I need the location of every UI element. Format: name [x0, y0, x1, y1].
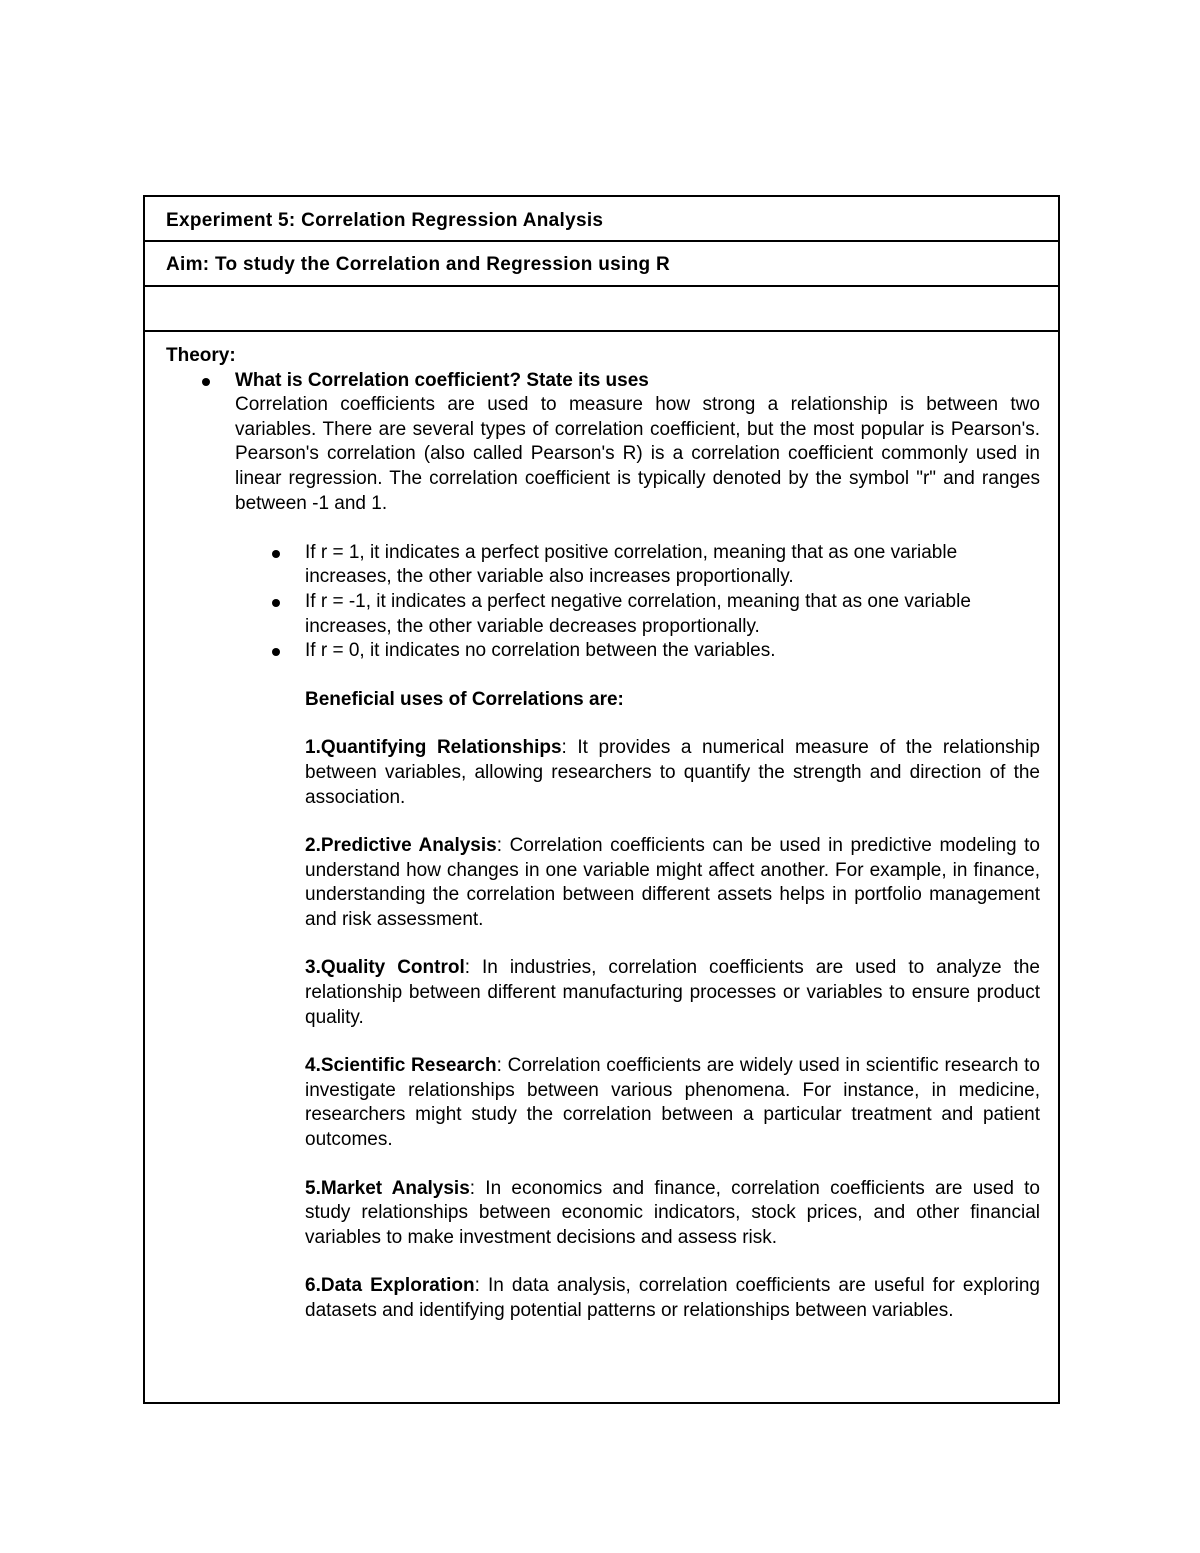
use-text: : In industries, correlation coefficients are used to analyze the relationship between different manufacturing processes or variables to ensure product quality. [305, 957, 1040, 1028]
use-text: : It provides a numerical measure of the relationship between variables, allowing researchers to quantify the strength and direction of the association. [305, 737, 1041, 808]
r-case-text: If r = -1, it indicates a perfect negative correlation, meaning that as one variable increases, the other variable decreases proportionally. [305, 590, 971, 637]
list-item [305, 639, 1040, 664]
use-text: : Correlation coefficients are widely used in scientific research to investigate relationships between various phenomena. For instance, in medicine, researchers might study the correlation between a particular treatment and patient outcomes. [305, 1055, 1040, 1151]
use-term: 6.Data Exploration [305, 1275, 475, 1297]
uses-block [305, 688, 1040, 1324]
use-term: 2.Predictive Analysis [305, 835, 497, 857]
use-text: : In economics and finance, correlation coefficients are used to study relationships between economic indicators, stock prices, and other financial variables to make investment decisions and assess risk. [305, 1177, 1040, 1248]
use-term: 4.Scientific Research [305, 1055, 497, 1077]
question-paragraph: Correlation coefficients are used to measure how strong a relationship is between two variables. There are several types of correlation coefficient, but the most popular is Pearson's. Pearson's correlation (also called Pearson's R) is a correlation coefficient commonly used in linear regression. The correlation coefficient is typically denoted by the symbol "r" and ranges between -1 and 1. [235, 394, 1040, 514]
r-case-text: If r = 0, it indicates no correlation between the variables. [305, 640, 776, 662]
experiment-table [143, 195, 1060, 1404]
use-item [305, 956, 1040, 1030]
use-item [305, 736, 1040, 810]
use-item [305, 1054, 1040, 1152]
list-item [305, 541, 1040, 590]
use-item [305, 1274, 1040, 1323]
r-case-text: If r = 1, it indicates a perfect positive correlation, meaning that as one variable increases, the other variable also increases proportionally. [305, 541, 958, 588]
empty-row [145, 287, 1058, 332]
r-cases-list [305, 541, 1040, 664]
theory-section [145, 332, 1058, 1324]
bullet-icon [272, 550, 280, 558]
experiment-title: Experiment 5: Correlation Regression Analysis [145, 197, 1058, 242]
use-item [305, 834, 1040, 932]
use-text: : Correlation coefficients can be used in predictive modeling to understand how changes in one variable might affect another. For example, in finance, understanding the correlation between different assets helps in portfolio management and risk assessment. [305, 835, 1040, 930]
bullet-icon [272, 599, 280, 607]
use-term: 1.Quantifying Relationships [305, 737, 562, 759]
bullet-icon [272, 648, 280, 656]
use-item [305, 1177, 1040, 1251]
use-term: 5.Market Analysis [305, 1177, 470, 1199]
question-heading: What is Correlation coefficient? State its uses [235, 369, 649, 391]
question-item [235, 369, 1040, 517]
list-item [305, 590, 1040, 639]
theory-label: Theory: [166, 345, 236, 366]
use-term: 3.Quality Control [305, 957, 465, 979]
bullet-icon [202, 378, 210, 386]
uses-heading: Beneficial uses of Correlations are: [305, 688, 624, 710]
use-text: : In data analysis, correlation coefficients are useful for exploring datasets and identifying potential patterns or relationships between variables. [305, 1275, 1040, 1321]
experiment-aim: Aim: To study the Correlation and Regression using R [145, 242, 1058, 287]
